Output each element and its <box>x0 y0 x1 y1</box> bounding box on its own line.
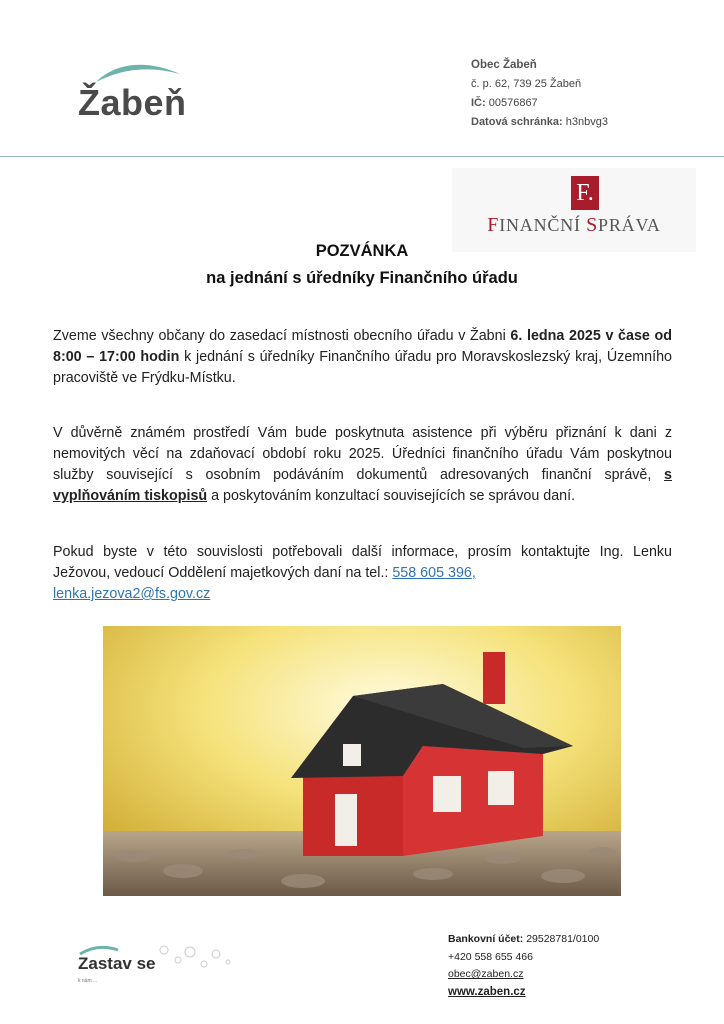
logo-text: Žabeň <box>78 82 187 123</box>
header-divider <box>0 156 724 157</box>
street-address: č. p. 62, 739 25 Žabeň <box>471 78 582 90</box>
title-line-2: na jednání s úředníky Finančního úřadu <box>206 269 518 287</box>
bank-account-line <box>448 931 599 949</box>
footer-contact <box>448 931 599 1001</box>
zastav-se-subtext: k nám ... <box>78 978 98 984</box>
paragraph-assistance: V důvěrně známém prostředí Vám bude poskytnuta asistence při výběru přiznání k dani z nemovitých věcí na zdaňovací období roku 2025. Úředníci finančního úřadu Vám poskytnou služby související s osobním podáváním dokumentů adresovaných finanční správě, s vyplňováním tiskopisů a poskytováním konzultací souvisejících se správou daní. <box>53 425 672 504</box>
zastav-se-logo <box>78 940 238 1000</box>
footer-email-link[interactable]: obec@zaben.cz <box>448 968 524 980</box>
ic-line <box>471 94 608 113</box>
email-link[interactable]: lenka.jezova2@fs.gov.cz <box>53 586 211 602</box>
date-time-highlight: 6. ledna 2025 v čase od 8:00 – 17:00 hodin <box>53 328 672 365</box>
underlined-highlight: s vyplňováním tiskopisů <box>53 467 672 504</box>
ds-value: h3nbvg3 <box>565 116 608 128</box>
fs-mark: F. <box>571 176 599 210</box>
title-line-1: POZVÁNKA <box>315 242 409 260</box>
document-title <box>0 238 724 292</box>
house-coins-image <box>103 626 621 896</box>
municipality-logo <box>78 58 198 128</box>
paragraph-invitation: Zveme všechny občany do zasedací místnosti obecního úřadu v Žabni 6. ledna 2025 v čase od 8:00 – 17:00 hodin k jednání s úředníky Finančního úřadu pro Moravskoslezský kraj, Územního pracoviště ve Frýdku-Místku. <box>53 328 673 386</box>
municipality-name: Obec Žabeň <box>471 59 537 71</box>
footer-web-link[interactable]: www.zaben.cz <box>448 985 526 998</box>
bank-label: Bankovní účet: <box>448 933 524 945</box>
fs-wordmark: FINANČNÍ SPRÁVA <box>487 214 661 236</box>
paragraph-contact: Pokud byste v této souvislosti potřebovali další informace, prosím kontaktujte Ing. Lenku Ježovou, vedoucí Oddělení majetkových daní na tel.: 558 605 396, lenka.jezova2@fs.gov.cz <box>53 544 672 602</box>
bank-value: 29528781/0100 <box>526 933 600 945</box>
ic-label: IČ: <box>471 97 486 109</box>
ds-label: Datová schránka: <box>471 116 563 128</box>
address-block <box>471 56 608 132</box>
phone-link[interactable]: 558 605 396 <box>392 565 472 581</box>
datova-schranka-line <box>471 113 608 132</box>
footer-phone: +420 558 655 466 <box>448 950 533 963</box>
zastav-se-text: Zastav se <box>78 954 156 973</box>
ic-value: 00576867 <box>488 97 538 109</box>
